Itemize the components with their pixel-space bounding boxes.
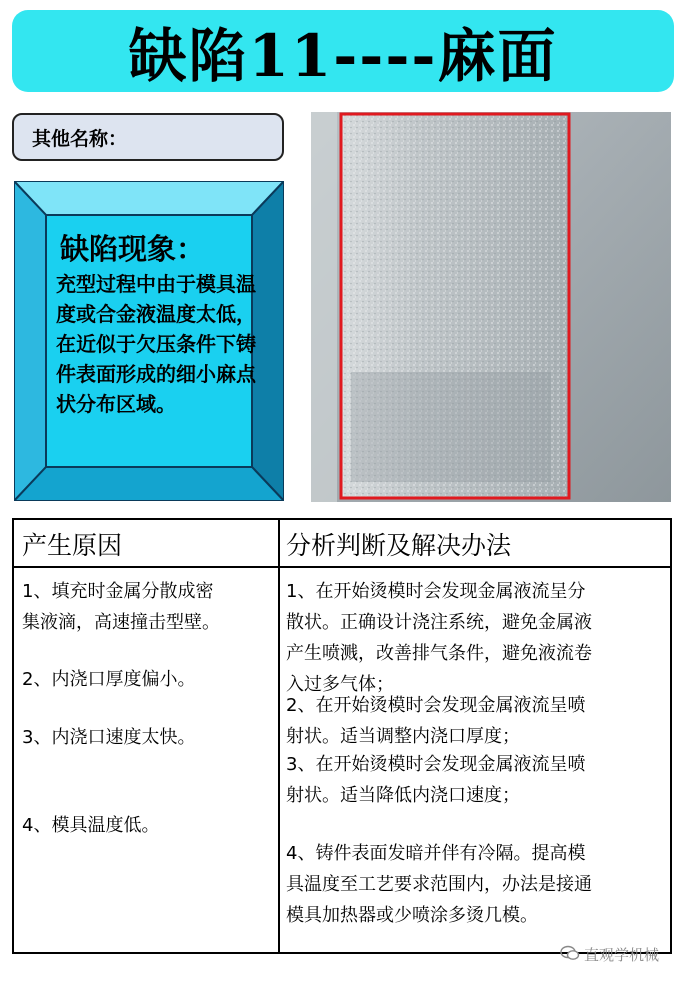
alias-label: 其他名称： [32, 127, 128, 150]
cause-solution-table [12, 518, 672, 954]
cause-item: 3、内浇口速度太快。 [22, 727, 196, 748]
solution-item: 1、在开始烫模时会发现金属液流呈分 散状。正确设计浇注系统，避免金属液 产生喷溅，改善排气条件，避免液流卷 入过多气体； [286, 581, 592, 695]
header-solution: 分析判断及解决办法 [286, 531, 512, 560]
solution-item: 4、铸件表面发暗并伴有冷隔。提高模 具温度至工艺要求范围内，办法是接通 模具加热器或少喷涂多烫几模。 [286, 843, 592, 926]
wechat-icon [560, 945, 580, 965]
page-title: 缺陷11----麻面 [128, 22, 558, 90]
solution-item: 3、在开始烫模时会发现金属液流呈喷 射状。适当降低内浇口速度； [286, 754, 586, 806]
header-cause: 产生原因 [22, 531, 123, 560]
phenomenon-panel [14, 181, 284, 501]
alias-box [12, 113, 284, 161]
phenomenon-heading: 缺陷现象： [60, 232, 206, 266]
cause-item: 1、填充时金属分散成密 集液滴，高速撞击型壁。 [22, 581, 220, 633]
solution-item: 2、在开始烫模时会发现金属液流呈喷 射状。适当调整内浇口厚度； [286, 695, 586, 747]
cause-item: 2、内浇口厚度偏小。 [22, 669, 196, 690]
phenomenon-text: 充型过程中由于模具温度或合金液温度太低，在近似于欠压条件下铸件表面形成的细小麻点状分布区域。 [56, 272, 256, 416]
watermark [560, 944, 659, 965]
defect-photo [311, 112, 671, 502]
title-banner [12, 10, 674, 92]
watermark-text: 直观学机械 [584, 946, 660, 964]
cause-item: 4、模具温度低。 [22, 815, 160, 836]
